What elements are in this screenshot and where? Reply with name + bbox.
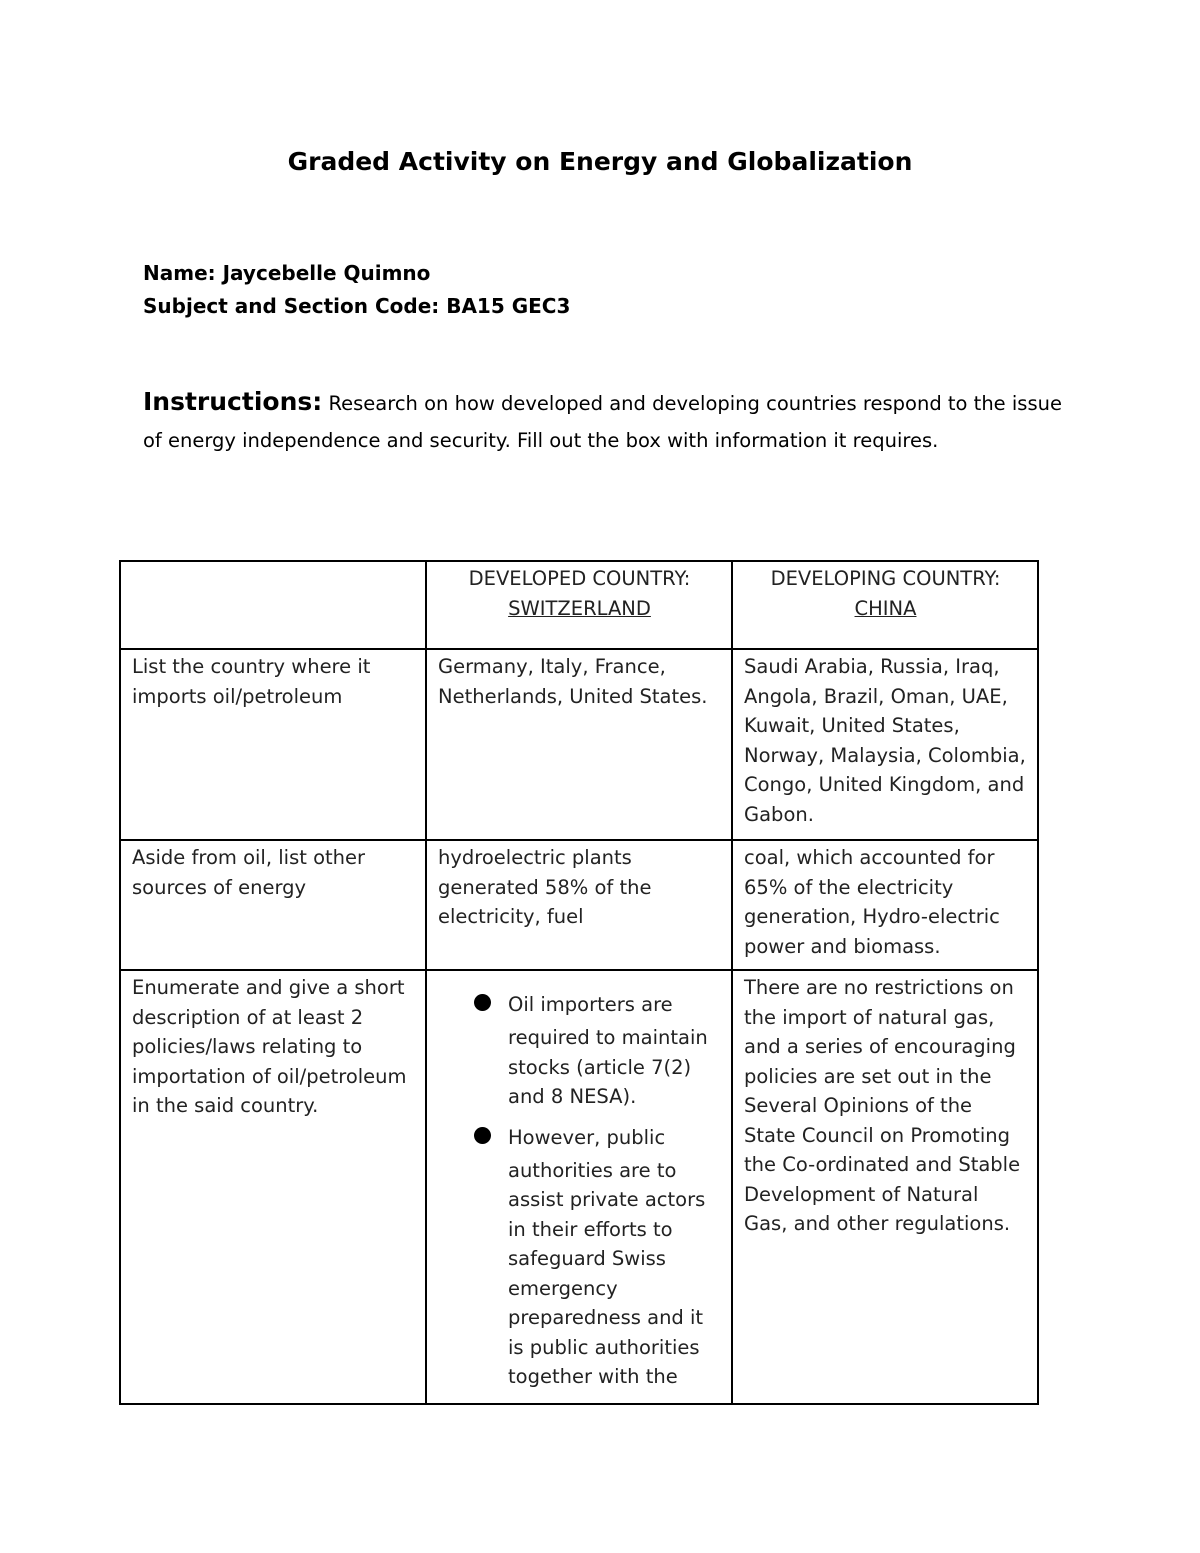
developed-label: DEVELOPED COUNTRY: xyxy=(468,567,691,590)
developing-answer-cell: coal, which accounted for 65% of the electricity generation, Hydro-electric power and biomass. xyxy=(732,840,1038,970)
comparison-table xyxy=(119,560,1039,1405)
bullet-icon xyxy=(474,994,491,1011)
developing-answer-cell: Saudi Arabia, Russia, Iraq, Angola, Brazil, Oman, UAE, Kuwait, United States, Norway, Malaysia, Colombia, Congo, United Kingdom, and Gabon. xyxy=(732,649,1038,840)
list-item xyxy=(508,986,721,1112)
question-cell: Enumerate and give a short description of at least 2 policies/laws relating to importation of oil/petroleum in the said country. xyxy=(120,970,426,1404)
bullet-first-line: However, public xyxy=(508,1125,666,1149)
developed-answer-cell xyxy=(426,970,732,1404)
instructions xyxy=(143,383,1073,459)
developed-answer-cell: hydroelectric plants generated 58% of the electricity, fuel xyxy=(426,840,732,970)
instructions-text: Research on how developed and developing countries respond to the issue of energy independence and security. Fill out the box with information it requires. xyxy=(143,392,1062,452)
bullet-text: authorities are to assist private actors in their efforts to safeguard Swiss emergency preparedness and it is public authorities together with the xyxy=(508,1158,706,1388)
developed-country: SWITZERLAND xyxy=(508,596,651,620)
developed-answer-cell: Germany, Italy, France, Netherlands, United States. xyxy=(426,649,732,840)
header-empty-cell xyxy=(120,561,426,649)
table-header-row xyxy=(120,561,1038,649)
header-developing-cell xyxy=(732,561,1038,649)
student-name: Name: Jaycebelle Quimno xyxy=(143,261,431,285)
table-row xyxy=(120,649,1038,840)
developing-country: CHINA xyxy=(854,596,917,620)
question-cell: List the country where it imports oil/petroleum xyxy=(120,649,426,840)
header-developed-cell xyxy=(426,561,732,649)
table-row xyxy=(120,840,1038,970)
list-item xyxy=(508,1119,721,1392)
policy-list xyxy=(438,986,721,1392)
bullet-first-line: Oil importers are xyxy=(508,993,673,1016)
developing-answer-cell: There are no restrictions on the import of natural gas, and a series of encouraging policies are set out in the Several Opinions of the State Council on Promoting the Co-ordinated and Stable Development of Natural Gas, and other regulations. xyxy=(732,970,1038,1404)
document-title: Graded Activity on Energy and Globalization xyxy=(287,147,913,176)
section-code: Subject and Section Code: BA15 GEC3 xyxy=(143,294,571,318)
bullet-icon xyxy=(474,1127,491,1144)
developing-label: DEVELOPING COUNTRY: xyxy=(770,567,1001,590)
question-cell: Aside from oil, list other sources of energy xyxy=(120,840,426,970)
table-row xyxy=(120,970,1038,1404)
instructions-label: Instructions: xyxy=(143,387,323,416)
bullet-text: required to maintain stocks (article 7(2) and 8 NESA). xyxy=(508,1026,708,1108)
